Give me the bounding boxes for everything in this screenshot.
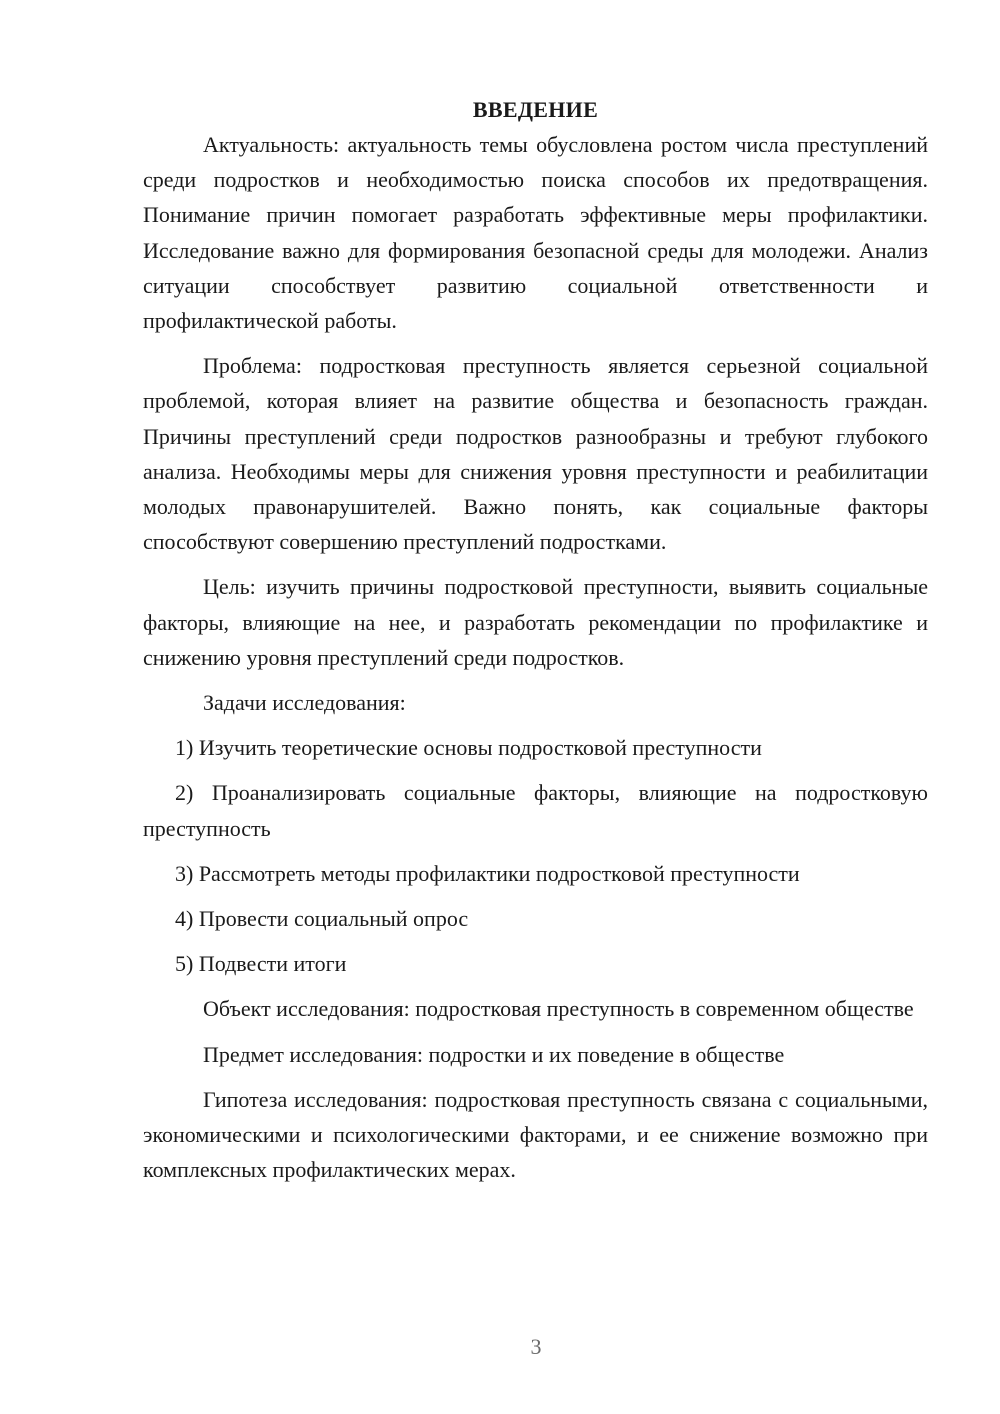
- paragraph-goal: Цель: изучить причины подростковой преступности, выявить социальные факторы, влияющие на нее, и разработать рекомендации по профилактике и снижению уровня преступлений среди подростков.: [143, 574, 928, 670]
- task-item-3: 3) Рассмотреть методы профилактики подростковой преступности: [175, 860, 800, 886]
- paragraph-problem: Проблема: подростковая преступность является серьезной социальной проблемой, которая влияет на развитие общества и безопасность граждан. Причины преступлений среди подростков разнообразны и требуют глубокого анализа. Необходимы меры для снижения уровня преступности и реабилитации молодых правонарушителей. Важно понять, как социальные факторы способствуют совершению преступлений подростками.: [143, 353, 928, 555]
- section-title: ВВЕДЕНИЕ: [472, 97, 599, 122]
- page-number: 3: [530, 1334, 542, 1359]
- paragraph-tasks-heading: Задачи исследования:: [203, 690, 406, 716]
- paragraph-subject: Предмет исследования: подростки и их поведение в обществе: [203, 1041, 785, 1067]
- task-item-2: 2) Проанализировать социальные факторы, влияющие на подростковую преступность: [143, 780, 928, 841]
- paragraph-hypothesis: Гипотеза исследования: подростковая преступность связана с социальными, экономическими и психологическими факторами, и ее снижение возможно при комплексных профилактических мерах.: [143, 1086, 928, 1183]
- paragraph-object: Объект исследования: подростковая преступность в современном обществе: [203, 996, 914, 1022]
- document-page: [143, 92, 928, 1197]
- paragraph-relevance: Актуальность: актуальность темы обусловлена ростом числа преступлений среди подростков и необходимостью поиска способов их предотвращения. Понимание причин помогает разработать эффективные меры профилактики. Исследование важно для формирования безопасной среды для молодежи. Анализ ситуации способствует развитию социальной ответственности и профилактической работы.: [143, 132, 928, 334]
- task-item-1: 1) Изучить теоретические основы подростковой преступности: [175, 735, 762, 761]
- task-item-4: 4) Провести социальный опрос: [175, 906, 469, 932]
- task-item-5: 5) Подвести итоги: [175, 951, 347, 977]
